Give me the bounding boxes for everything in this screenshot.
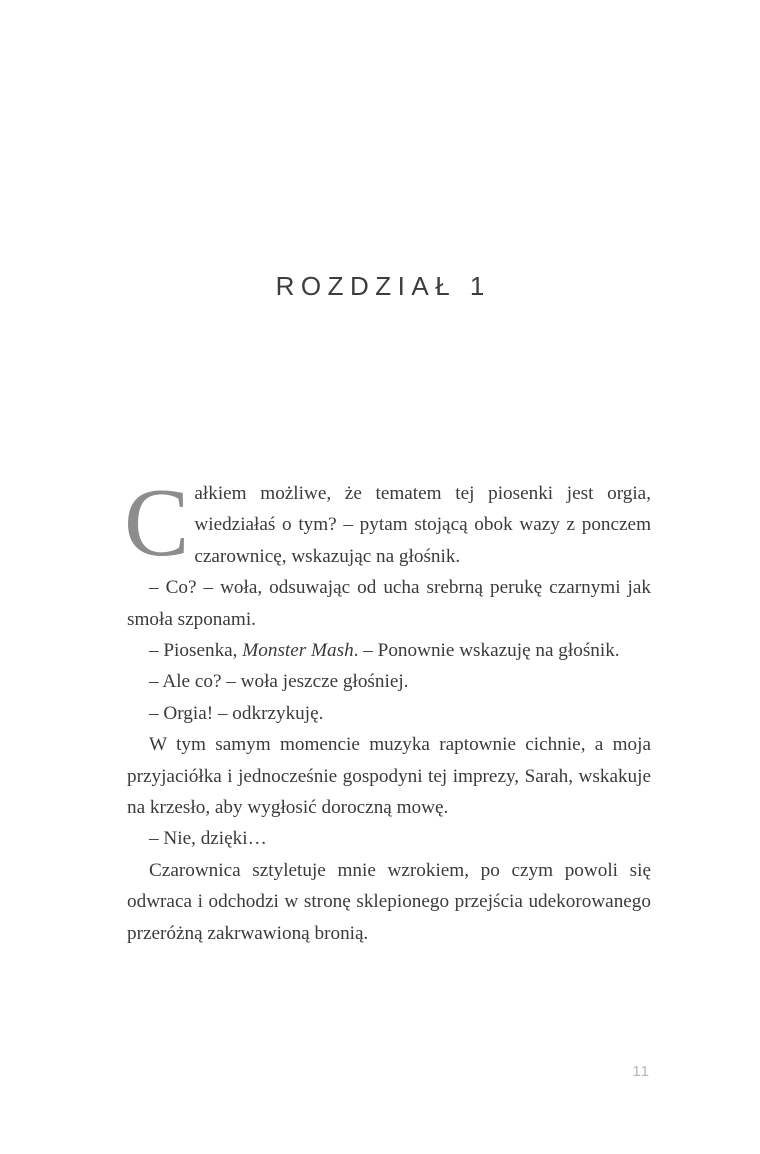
paragraph [127, 729, 651, 823]
text-run: – Ale co? – woła jeszcze głośniej. [149, 671, 409, 693]
body-text [124, 469, 651, 949]
text-run: W tym samym momencie muzyka raptownie cichnie, a moja przyjaciółka i jednocześnie gospodyni tej imprezy, Sarah, wskakuje na krzesło, aby wygłosić doroczną mowę. [127, 734, 651, 819]
paragraph [127, 572, 651, 635]
paragraph [124, 469, 651, 577]
chapter-heading: ROZDZIAŁ 1 [275, 271, 491, 301]
paragraph [127, 855, 651, 949]
paragraph [127, 635, 651, 666]
paragraph [127, 823, 651, 854]
text-run: Czarownica sztyletuje mnie wzrokiem, po czym powoli się odwraca i odchodzi w stronę sklepionego przejścia udekorowanego przeróżną zakrwawioną bronią. [127, 859, 651, 944]
page-number: 11 [632, 1063, 650, 1080]
paragraph [127, 698, 651, 729]
paragraph [127, 666, 651, 697]
text-run: – Orgia! – odkrzykuję. [149, 702, 324, 724]
text-run: ałkiem możliwe, że tematem tej piosenki jest orgia, wiedziałaś o tym? – pytam stojącą obok wazy z ponczem czarownicę, wskazując na głośnik. [194, 483, 651, 567]
drop-cap: C [124, 469, 190, 577]
text-run: – Nie, dzięki… [149, 828, 267, 850]
italic-title: Monster Mash [242, 640, 354, 662]
text-run: – Piosenka, [149, 640, 243, 662]
text-run: . – Ponownie wskazuję na głośnik. [353, 640, 620, 662]
text-run: – Co? – woła, odsuwając od ucha srebrną perukę czarnymi jak smoła szponami. [127, 577, 651, 630]
